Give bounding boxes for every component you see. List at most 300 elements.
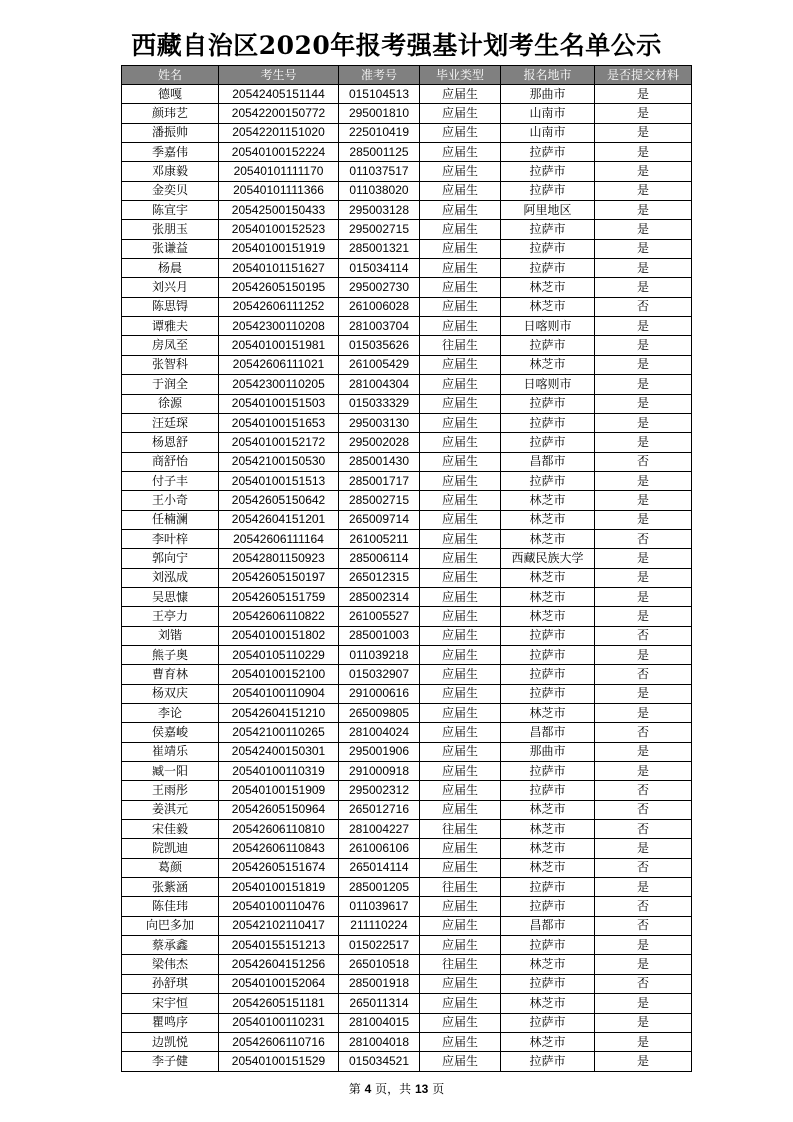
table-row (122, 452, 692, 471)
cell-submitted: 是 (595, 994, 692, 1013)
cell-exam-id: 20540101111366 (219, 181, 339, 200)
cell-submitted: 否 (595, 297, 692, 316)
cell-name: 刘泓成 (122, 568, 219, 587)
cell-admission-no: 281004304 (339, 375, 420, 394)
cell-grad-type: 应届生 (420, 220, 501, 239)
table-row (122, 994, 692, 1013)
cell-name: 王雨彤 (122, 781, 219, 800)
cell-grad-type: 应届生 (420, 1052, 501, 1071)
cell-admission-no: 285001003 (339, 626, 420, 645)
cell-grad-type: 应届生 (420, 317, 501, 336)
cell-city: 拉萨市 (501, 143, 595, 162)
cell-admission-no: 015032907 (339, 665, 420, 684)
cell-city: 拉萨市 (501, 684, 595, 703)
cell-name: 李论 (122, 704, 219, 723)
table-row (122, 413, 692, 432)
cell-name: 杨晨 (122, 259, 219, 278)
cell-city: 林芝市 (501, 355, 595, 374)
cell-name: 李子健 (122, 1052, 219, 1071)
cell-city: 拉萨市 (501, 433, 595, 452)
header-admission-no: 准考号 (339, 66, 420, 85)
cell-submitted: 是 (595, 684, 692, 703)
cell-submitted: 是 (595, 762, 692, 781)
table-row (122, 684, 692, 703)
table-row (122, 259, 692, 278)
cell-name: 蔡承鑫 (122, 936, 219, 955)
cell-submitted: 是 (595, 181, 692, 200)
cell-exam-id: 20540100110476 (219, 897, 339, 916)
cell-city: 拉萨市 (501, 162, 595, 181)
cell-submitted: 是 (595, 1013, 692, 1032)
cell-name: 姜淇元 (122, 800, 219, 819)
cell-exam-id: 20542102110417 (219, 916, 339, 935)
cell-grad-type: 应届生 (420, 800, 501, 819)
cell-city: 山南市 (501, 104, 595, 123)
table-row (122, 123, 692, 142)
cell-name: 颜玮艺 (122, 104, 219, 123)
cell-name: 付子丰 (122, 471, 219, 490)
table-row (122, 1032, 692, 1051)
table-row (122, 568, 692, 587)
cell-exam-id: 20540100152172 (219, 433, 339, 452)
cell-grad-type: 应届生 (420, 529, 501, 548)
table-row (122, 433, 692, 452)
table-row (122, 955, 692, 974)
cell-city: 林芝市 (501, 607, 595, 626)
cell-admission-no: 261005527 (339, 607, 420, 626)
cell-grad-type: 应届生 (420, 104, 501, 123)
cell-name: 德嘎 (122, 85, 219, 104)
cell-city: 林芝市 (501, 839, 595, 858)
cell-grad-type: 应届生 (420, 123, 501, 142)
cell-submitted: 是 (595, 1032, 692, 1051)
cell-admission-no: 291000918 (339, 762, 420, 781)
table-row (122, 471, 692, 490)
cell-exam-id: 20540101111170 (219, 162, 339, 181)
cell-city: 林芝市 (501, 297, 595, 316)
cell-admission-no: 011039218 (339, 645, 420, 664)
table-row (122, 974, 692, 993)
cell-submitted: 是 (595, 201, 692, 220)
cell-city: 西藏民族大学 (501, 549, 595, 568)
table-row (122, 626, 692, 645)
cell-exam-id: 20540100151981 (219, 336, 339, 355)
table-row (122, 916, 692, 935)
table-row (122, 104, 692, 123)
cell-exam-id: 20540100151802 (219, 626, 339, 645)
cell-submitted: 否 (595, 665, 692, 684)
cell-city: 林芝市 (501, 587, 595, 606)
cell-grad-type: 应届生 (420, 413, 501, 432)
table-row (122, 143, 692, 162)
cell-city: 昌都市 (501, 452, 595, 471)
header-city: 报名地市 (501, 66, 595, 85)
cell-exam-id: 20540155151213 (219, 936, 339, 955)
cell-grad-type: 往届生 (420, 820, 501, 839)
cell-exam-id: 20542606111252 (219, 297, 339, 316)
cell-grad-type: 应届生 (420, 355, 501, 374)
cell-grad-type: 应届生 (420, 471, 501, 490)
cell-grad-type: 应届生 (420, 684, 501, 703)
cell-submitted: 是 (595, 839, 692, 858)
cell-submitted: 是 (595, 375, 692, 394)
cell-exam-id: 20542300110208 (219, 317, 339, 336)
page-footer (0, 1080, 793, 1097)
cell-grad-type: 应届生 (420, 587, 501, 606)
cell-grad-type: 应届生 (420, 936, 501, 955)
cell-admission-no: 295003130 (339, 413, 420, 432)
cell-admission-no: 285001430 (339, 452, 420, 471)
cell-city: 那曲市 (501, 742, 595, 761)
cell-exam-id: 20540105110229 (219, 645, 339, 664)
table-row (122, 491, 692, 510)
cell-exam-id: 20542200150772 (219, 104, 339, 123)
cell-name: 潘振帅 (122, 123, 219, 142)
cell-admission-no: 265010518 (339, 955, 420, 974)
cell-name: 杨恩舒 (122, 433, 219, 452)
cell-admission-no: 265012716 (339, 800, 420, 819)
cell-grad-type: 应届生 (420, 665, 501, 684)
table-row (122, 162, 692, 181)
cell-submitted: 是 (595, 317, 692, 336)
header-name: 姓名 (122, 66, 219, 85)
cell-name: 张智科 (122, 355, 219, 374)
cell-submitted: 否 (595, 974, 692, 993)
table-row (122, 549, 692, 568)
table-row (122, 936, 692, 955)
header-exam-id: 考生号 (219, 66, 339, 85)
cell-name: 刘锴 (122, 626, 219, 645)
cell-name: 任楠澜 (122, 510, 219, 529)
cell-name: 张紫涵 (122, 878, 219, 897)
cell-exam-id: 20540100152064 (219, 974, 339, 993)
cell-admission-no: 295003128 (339, 201, 420, 220)
cell-name: 向巴多加 (122, 916, 219, 935)
table-row (122, 375, 692, 394)
cell-submitted: 是 (595, 394, 692, 413)
cell-submitted: 是 (595, 239, 692, 258)
cell-name: 院凯迪 (122, 839, 219, 858)
cell-submitted: 否 (595, 858, 692, 877)
cell-city: 拉萨市 (501, 645, 595, 664)
table-row (122, 529, 692, 548)
cell-name: 张谦益 (122, 239, 219, 258)
cell-grad-type: 应届生 (420, 916, 501, 935)
cell-city: 林芝市 (501, 510, 595, 529)
cell-grad-type: 应届生 (420, 626, 501, 645)
cell-city: 林芝市 (501, 704, 595, 723)
cell-exam-id: 20540100151513 (219, 471, 339, 490)
cell-submitted: 是 (595, 413, 692, 432)
table-row (122, 510, 692, 529)
cell-submitted: 是 (595, 123, 692, 142)
table-row (122, 297, 692, 316)
cell-name: 臧一阳 (122, 762, 219, 781)
table-row (122, 800, 692, 819)
cell-grad-type: 往届生 (420, 336, 501, 355)
cell-city: 拉萨市 (501, 394, 595, 413)
table-row (122, 1013, 692, 1032)
cell-admission-no: 295002715 (339, 220, 420, 239)
cell-name: 刘兴月 (122, 278, 219, 297)
cell-city: 林芝市 (501, 1032, 595, 1051)
cell-admission-no: 265014114 (339, 858, 420, 877)
cell-admission-no: 285006114 (339, 549, 420, 568)
table-row (122, 355, 692, 374)
cell-submitted: 否 (595, 781, 692, 800)
cell-grad-type: 应届生 (420, 762, 501, 781)
cell-name: 谭雅夫 (122, 317, 219, 336)
cell-city: 拉萨市 (501, 762, 595, 781)
cell-city: 拉萨市 (501, 1013, 595, 1032)
cell-submitted: 否 (595, 800, 692, 819)
cell-name: 宋佳毅 (122, 820, 219, 839)
cell-city: 那曲市 (501, 85, 595, 104)
cell-admission-no: 265009805 (339, 704, 420, 723)
cell-grad-type: 应届生 (420, 201, 501, 220)
cell-grad-type: 应届生 (420, 858, 501, 877)
cell-exam-id: 20542605150195 (219, 278, 339, 297)
cell-grad-type: 应届生 (420, 607, 501, 626)
header-submitted: 是否提交材料 (595, 66, 692, 85)
cell-city: 拉萨市 (501, 181, 595, 200)
cell-admission-no: 265012315 (339, 568, 420, 587)
table-row (122, 820, 692, 839)
cell-submitted: 是 (595, 104, 692, 123)
cell-city: 拉萨市 (501, 413, 595, 432)
cell-admission-no: 285001205 (339, 878, 420, 897)
cell-exam-id: 20542606110843 (219, 839, 339, 858)
cell-grad-type: 应届生 (420, 839, 501, 858)
table-row (122, 897, 692, 916)
cell-name: 王小奇 (122, 491, 219, 510)
cell-exam-id: 20542604151210 (219, 704, 339, 723)
cell-exam-id: 20540101151627 (219, 259, 339, 278)
cell-city: 林芝市 (501, 491, 595, 510)
footer-suffix: 页 (432, 1082, 445, 1096)
cell-grad-type: 应届生 (420, 375, 501, 394)
cell-admission-no: 261005429 (339, 355, 420, 374)
cell-name: 葛颜 (122, 858, 219, 877)
cell-grad-type: 应届生 (420, 781, 501, 800)
cell-name: 房凤至 (122, 336, 219, 355)
cell-submitted: 否 (595, 529, 692, 548)
cell-admission-no: 225010419 (339, 123, 420, 142)
cell-city: 拉萨市 (501, 936, 595, 955)
cell-name: 陈思锝 (122, 297, 219, 316)
cell-submitted: 是 (595, 878, 692, 897)
cell-submitted: 是 (595, 259, 692, 278)
table-row (122, 201, 692, 220)
cell-exam-id: 20540100110231 (219, 1013, 339, 1032)
cell-exam-id: 20542605151674 (219, 858, 339, 877)
cell-exam-id: 20542100150530 (219, 452, 339, 471)
cell-city: 日喀则市 (501, 317, 595, 336)
cell-admission-no: 281004024 (339, 723, 420, 742)
cell-city: 林芝市 (501, 568, 595, 587)
cell-admission-no: 015034114 (339, 259, 420, 278)
table-row (122, 645, 692, 664)
cell-submitted: 是 (595, 607, 692, 626)
cell-grad-type: 应届生 (420, 181, 501, 200)
cell-exam-id: 20542605151181 (219, 994, 339, 1013)
cell-admission-no: 265011314 (339, 994, 420, 1013)
cell-submitted: 是 (595, 162, 692, 181)
cell-grad-type: 应届生 (420, 742, 501, 761)
cell-exam-id: 20540100152523 (219, 220, 339, 239)
table-row (122, 781, 692, 800)
table-row (122, 723, 692, 742)
cell-submitted: 是 (595, 587, 692, 606)
cell-grad-type: 应届生 (420, 974, 501, 993)
cell-exam-id: 20540100151909 (219, 781, 339, 800)
cell-city: 拉萨市 (501, 781, 595, 800)
cell-admission-no: 281004015 (339, 1013, 420, 1032)
cell-exam-id: 20542201151020 (219, 123, 339, 142)
table-row (122, 239, 692, 258)
cell-admission-no: 285001918 (339, 974, 420, 993)
cell-city: 林芝市 (501, 800, 595, 819)
cell-city: 拉萨市 (501, 336, 595, 355)
cell-grad-type: 应届生 (420, 491, 501, 510)
cell-city: 林芝市 (501, 820, 595, 839)
footer-middle: 页，共 (375, 1082, 412, 1096)
cell-name: 陈宣宇 (122, 201, 219, 220)
cell-admission-no: 265009714 (339, 510, 420, 529)
cell-submitted: 是 (595, 645, 692, 664)
cell-submitted: 否 (595, 897, 692, 916)
cell-grad-type: 应届生 (420, 704, 501, 723)
table-row (122, 839, 692, 858)
cell-admission-no: 285002314 (339, 587, 420, 606)
cell-exam-id: 20542405151144 (219, 85, 339, 104)
cell-admission-no: 015035626 (339, 336, 420, 355)
cell-submitted: 是 (595, 936, 692, 955)
table-row (122, 220, 692, 239)
cell-name: 邓康毅 (122, 162, 219, 181)
cell-exam-id: 20542604151256 (219, 955, 339, 974)
cell-exam-id: 20542606110810 (219, 820, 339, 839)
cell-city: 林芝市 (501, 529, 595, 548)
cell-grad-type: 往届生 (420, 878, 501, 897)
cell-grad-type: 往届生 (420, 955, 501, 974)
footer-total-pages: 13 (415, 1082, 429, 1096)
cell-grad-type: 应届生 (420, 433, 501, 452)
cell-grad-type: 应届生 (420, 85, 501, 104)
cell-name: 郭向宁 (122, 549, 219, 568)
cell-city: 拉萨市 (501, 626, 595, 645)
cell-grad-type: 应届生 (420, 1032, 501, 1051)
cell-exam-id: 20542606111021 (219, 355, 339, 374)
table-row (122, 665, 692, 684)
cell-submitted: 是 (595, 143, 692, 162)
cell-admission-no: 285001125 (339, 143, 420, 162)
cell-city: 日喀则市 (501, 375, 595, 394)
cell-exam-id: 20540100110904 (219, 684, 339, 703)
cell-admission-no: 291000616 (339, 684, 420, 703)
cell-name: 侯嘉峻 (122, 723, 219, 742)
cell-city: 林芝市 (501, 858, 595, 877)
cell-exam-id: 20542606110822 (219, 607, 339, 626)
cell-submitted: 是 (595, 471, 692, 490)
cell-exam-id: 20542300110205 (219, 375, 339, 394)
cell-admission-no: 261006106 (339, 839, 420, 858)
cell-submitted: 是 (595, 510, 692, 529)
cell-exam-id: 20540100151529 (219, 1052, 339, 1071)
header-grad-type: 毕业类型 (420, 66, 501, 85)
cell-city: 拉萨市 (501, 471, 595, 490)
cell-name: 徐源 (122, 394, 219, 413)
table-row (122, 607, 692, 626)
cell-exam-id: 20540100152100 (219, 665, 339, 684)
cell-grad-type: 应届生 (420, 394, 501, 413)
cell-exam-id: 20542100110265 (219, 723, 339, 742)
cell-name: 陈佳玮 (122, 897, 219, 916)
cell-name: 李叶梓 (122, 529, 219, 548)
cell-name: 张朋玉 (122, 220, 219, 239)
cell-name: 汪廷琛 (122, 413, 219, 432)
cell-grad-type: 应届生 (420, 645, 501, 664)
cell-name: 梁伟杰 (122, 955, 219, 974)
cell-name: 边凯悦 (122, 1032, 219, 1051)
cell-admission-no: 011038020 (339, 181, 420, 200)
page-title: 西藏自治区2020年报考强基计划考生名单公示 (131, 31, 662, 60)
cell-exam-id: 20542606111164 (219, 529, 339, 548)
cell-submitted: 是 (595, 85, 692, 104)
cell-name: 季嘉伟 (122, 143, 219, 162)
cell-city: 拉萨市 (501, 878, 595, 897)
table-row (122, 762, 692, 781)
footer-prefix: 第 (348, 1082, 361, 1096)
cell-city: 阿里地区 (501, 201, 595, 220)
cell-admission-no: 015022517 (339, 936, 420, 955)
cell-city: 林芝市 (501, 955, 595, 974)
cell-name: 崔靖乐 (122, 742, 219, 761)
cell-submitted: 否 (595, 626, 692, 645)
table-row (122, 278, 692, 297)
cell-grad-type: 应届生 (420, 510, 501, 529)
cell-submitted: 是 (595, 549, 692, 568)
cell-submitted: 否 (595, 452, 692, 471)
cell-submitted: 否 (595, 916, 692, 935)
table-row (122, 317, 692, 336)
cell-admission-no: 285001717 (339, 471, 420, 490)
table-row (122, 336, 692, 355)
cell-admission-no: 295002730 (339, 278, 420, 297)
cell-exam-id: 20542605150642 (219, 491, 339, 510)
cell-exam-id: 20542605151759 (219, 587, 339, 606)
cell-grad-type: 应届生 (420, 452, 501, 471)
cell-admission-no: 285002715 (339, 491, 420, 510)
cell-name: 曹育林 (122, 665, 219, 684)
table-row (122, 181, 692, 200)
table-row (122, 704, 692, 723)
cell-submitted: 是 (595, 568, 692, 587)
cell-city: 拉萨市 (501, 239, 595, 258)
cell-admission-no: 015034521 (339, 1052, 420, 1071)
cell-exam-id: 20542500150433 (219, 201, 339, 220)
cell-exam-id: 20540100151503 (219, 394, 339, 413)
cell-city: 拉萨市 (501, 1052, 595, 1071)
cell-grad-type: 应届生 (420, 143, 501, 162)
cell-exam-id: 20540100151919 (219, 239, 339, 258)
cell-grad-type: 应届生 (420, 239, 501, 258)
cell-name: 吴思慷 (122, 587, 219, 606)
cell-submitted: 是 (595, 955, 692, 974)
cell-exam-id: 20542605150964 (219, 800, 339, 819)
cell-grad-type: 应届生 (420, 897, 501, 916)
cell-admission-no: 281003704 (339, 317, 420, 336)
